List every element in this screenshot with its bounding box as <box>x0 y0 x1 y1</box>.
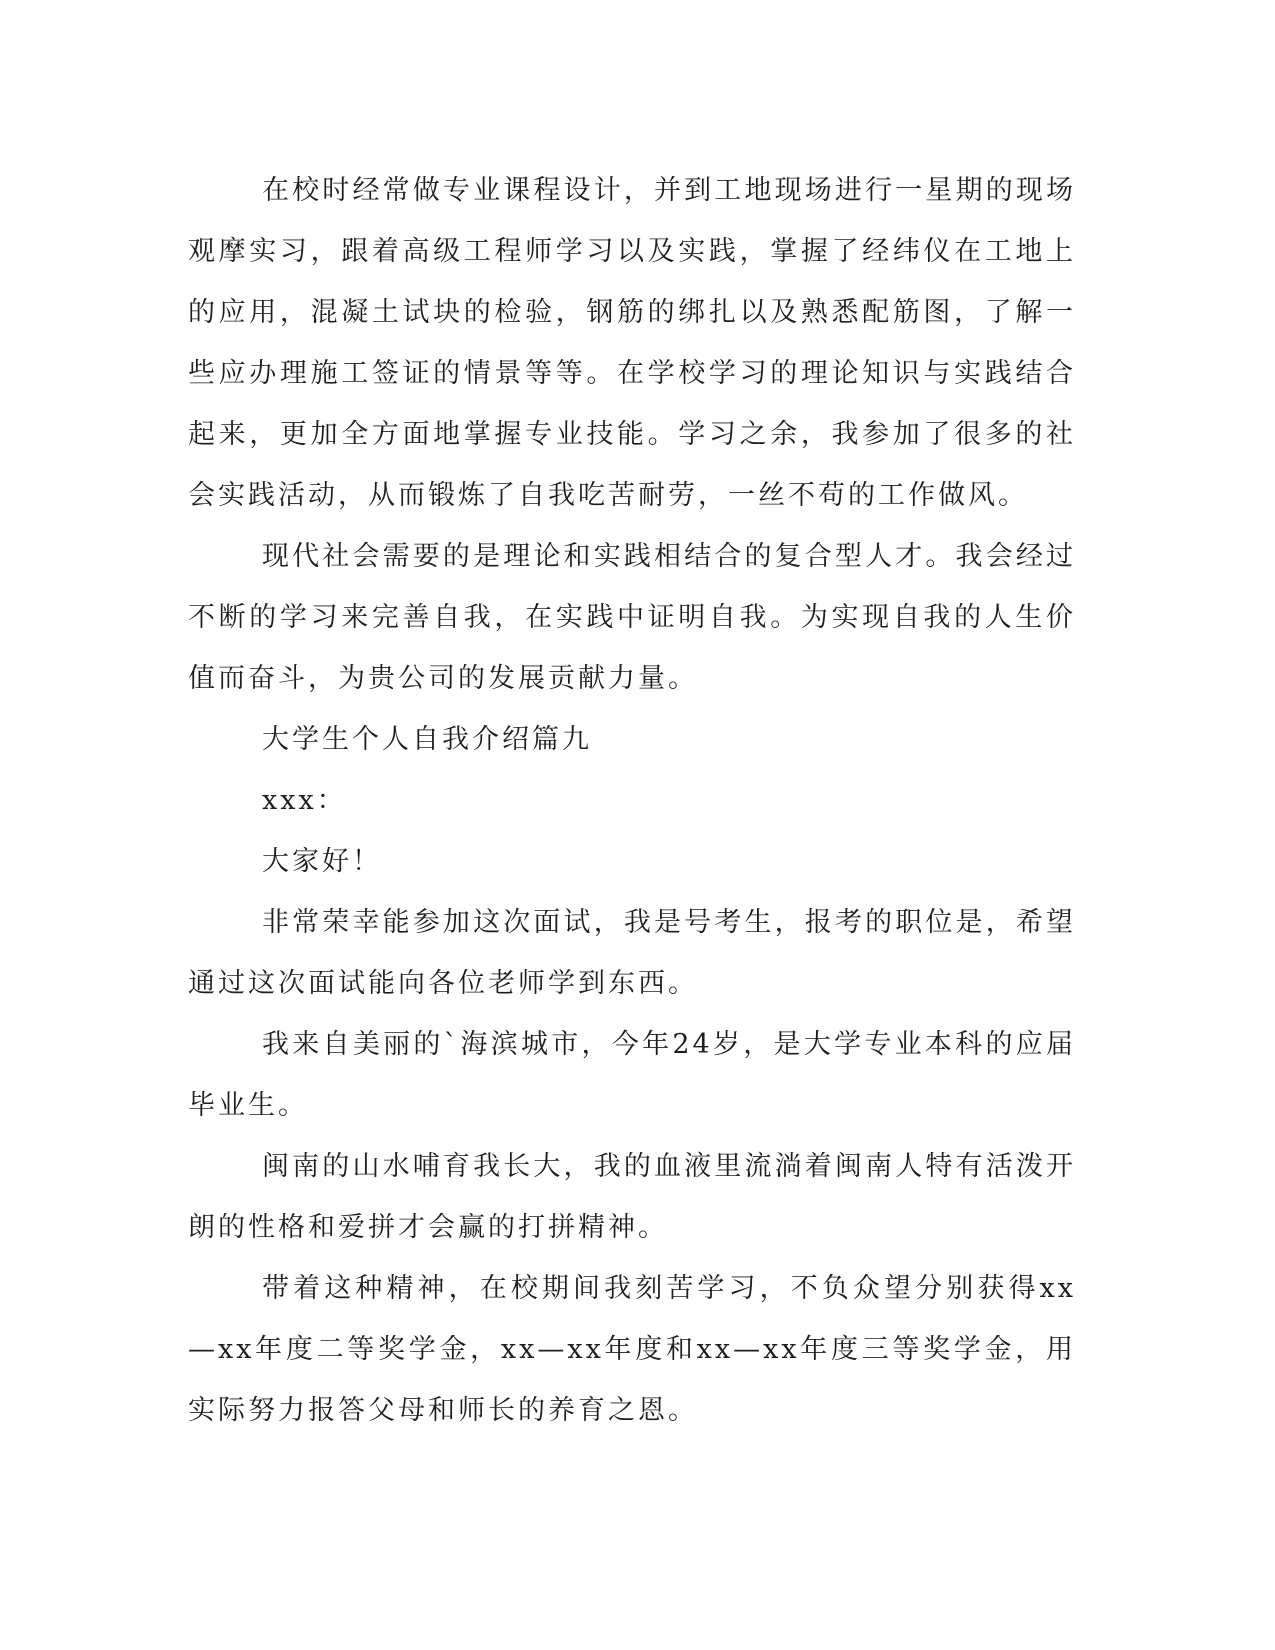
paragraph-career-goal: 现代社会需要的是理论和实践相结合的复合型人才。我会经过不断的学习来完善自我，在实践中证明自我。为实现自我的人生价值而奋斗，为贵公司的发展贡献力量。 <box>188 541 1076 694</box>
paragraph-hometown: 闽南的山水哺育我长大，我的血液里流淌着闽南人特有活泼开朗的性格和爱拼才会赢的打拼精神。 <box>188 1151 1076 1243</box>
document-body <box>188 160 1076 1441</box>
greeting: 大家好！ <box>262 846 382 877</box>
paragraph-background: 我来自美丽的`海滨城市，今年24岁，是大学专业本科的应届毕业生。 <box>188 1029 1076 1121</box>
paragraph-scholarships: 带着这种精神，在校期间我刻苦学习，不负众望分别获得xx—xx年度二等奖学金，xx—xx年度和xx—xx年度三等奖学金，用实际努力报答父母和师长的养育之恩。 <box>188 1273 1076 1426</box>
section-heading: 大学生个人自我介绍篇九 <box>262 724 592 755</box>
paragraph-interview-intro: 非常荣幸能参加这次面试，我是号考生，报考的职位是，希望通过这次面试能向各位老师学到东西。 <box>188 907 1076 999</box>
paragraph-practice-experience: 在校时经常做专业课程设计，并到工地现场进行一星期的现场观摩实习，跟着高级工程师学习以及实践，掌握了经纬仪在工地上的应用，混凝土试块的检验，钢筋的绑扎以及熟悉配筋图，了解一些应办理施工签证的情景等等。在学校学习的理论知识与实践结合起来，更加全方面地掌握专业技能。学习之余，我参加了很多的社会实践活动，从而锻炼了自我吃苦耐劳，一丝不苟的工作做风。 <box>188 175 1076 511</box>
salutation: xxx： <box>262 785 347 816</box>
